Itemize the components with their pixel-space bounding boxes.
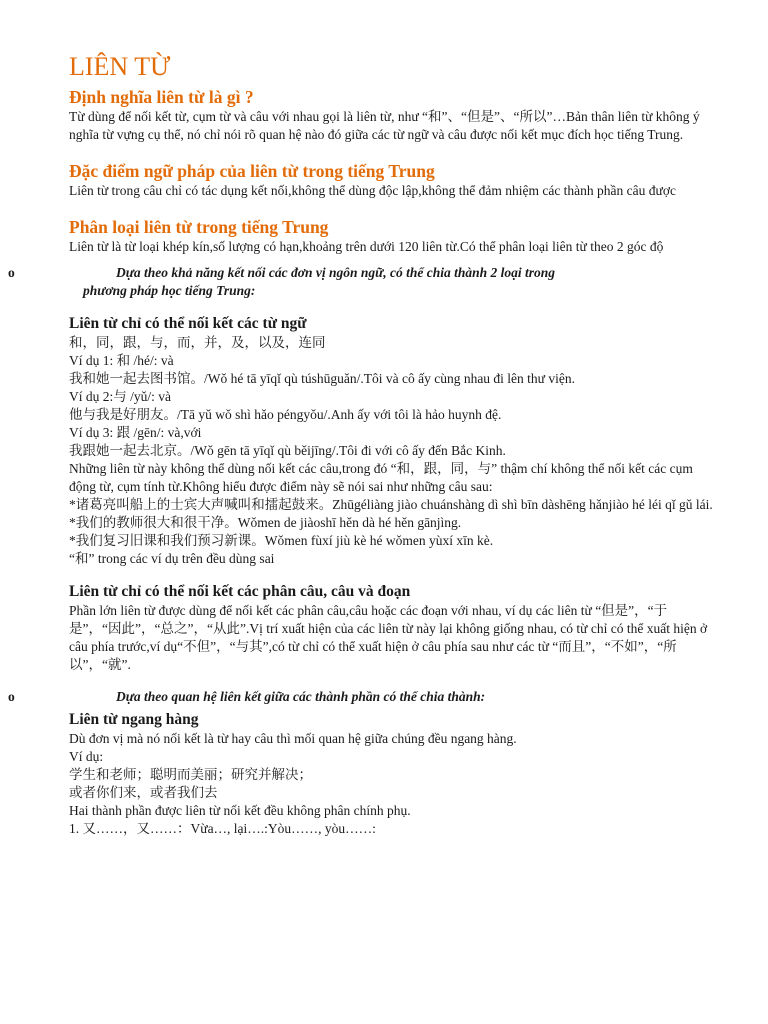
example-2-label: Ví dụ 2:与 /yǔ/: và [69, 389, 171, 404]
example-sentence: 或者你们来，或者我们去 [69, 785, 218, 801]
example-3-label: Ví dụ 3: 跟 /gēn/: và,với [69, 425, 202, 440]
bullet-marker: o [8, 689, 15, 704]
heading-coordinating-connectors: Liên từ ngang hàng [69, 711, 199, 728]
heading-clause-connectors: Liên từ chỉ có thể nối kết các phân câu, câu và đoạn [69, 583, 411, 600]
example-1-sentence: 我和她一起去图书馆。/Wǒ hé tā yīqǐ qù túshūguǎn/.Tôi và cô ấy cùng nhau đi lên thư viện. [69, 371, 575, 386]
bullet-classification-1 [8, 264, 714, 300]
bullet-text: Dựa theo quan hệ liên kết giữa các thành phần có thể chia thành: [116, 689, 486, 704]
wrong-example-3: *我们复习旧课和我们预习新课。Wǒmen fùxí jiù kè hé wǒmen yùxí xīn kè. [69, 533, 494, 548]
pattern-1: 1. 又……，又……：Vừa…, lại….:Yòu……, yòu……: [69, 821, 376, 836]
example-1-label: Ví dụ 1: 和 /hé/: và [69, 353, 174, 368]
wrong-example-1: *诸葛亮叫船上的士宾大声喊叫和擂起鼓来。Zhūgéliàng jiào chuánshàng dì shì bīn dàshēng hǎnjiào hé léi qǐ gǔ lái. [69, 497, 713, 512]
bullet-text-line-2: phương pháp học tiếng Trung: [83, 283, 256, 298]
word-connector-list: 和，同，跟，与，而，并，及，以及，连同 [69, 335, 326, 351]
paragraph-clause-connectors: Phần lớn liên từ được dùng để nối kết các phân câu,câu hoặc các đoạn với nhau, ví dụ các liên từ “但是”，“于是”，“因此”，“总之”，“从此”.Vị trí xuất hiện của các liên từ này lại không giống nhau, có từ chỉ có thể xuất hiện ở câu phía trước,ví dụ“不但”，“与其”,có từ chỉ có thể xuất hiện ở câu phía sau như các từ “而且”，“不如”，“所以”，“就”. [69, 603, 708, 672]
paragraph-grammar-features: Liên từ trong câu chỉ có tác dụng kết nối,không thể dùng độc lập,không thể đảm nhiệm các thành phần câu được [69, 183, 676, 198]
bullet-marker: o [8, 265, 15, 280]
document-title: LIÊN TỪ [69, 52, 171, 81]
bullet-classification-2 [8, 688, 714, 706]
example-2-sentence: 他与我是好朋友。/Tā yǔ wǒ shì hǎo péngyǒu/.Anh ấy với tôi là hảo huynh đệ. [69, 407, 502, 422]
bullet-text-line-1: Dựa theo khả năng kết nối các đơn vị ngôn ngữ, có thể chia thành 2 loại trong [116, 265, 555, 280]
paragraph-coordinating-connectors: Dù đơn vị mà nó nối kết là từ hay câu thì mối quan hệ giữa chúng đều ngang hàng. [69, 731, 517, 746]
heading-classification: Phân loại liên từ trong tiếng Trung [69, 217, 329, 237]
wrong-example-note: “和” trong các ví dụ trên đều dùng sai [69, 551, 275, 566]
wrong-example-2: *我们的教师很大和很干净。Wǒmen de jiàoshī hěn dà hé hěn gānjìng. [69, 515, 462, 530]
paragraph-classification: Liên từ là từ loại khép kín,số lượng có hạn,khoảng trên dưới 120 liên từ.Có thể phân loại liên từ theo 2 góc độ [69, 239, 664, 254]
heading-grammar-features: Đặc điểm ngữ pháp của liên từ trong tiếng Trung [69, 161, 435, 181]
paragraph-word-connector-note: Những liên từ này không thể dùng nối kết các câu,trong đó “和，跟，同，与” thậm chí không thể nối kết các cụm động từ, cụm tính từ.Không hiểu được điểm này sẽ nói sai như những câu sau: [69, 461, 693, 494]
example-3-sentence: 我跟她一起去北京。/Wǒ gēn tā yīqǐ qù běijīng/.Tôi đi với cô ấy đến Bắc Kinh. [69, 443, 506, 458]
example-label: Ví dụ: [69, 749, 104, 764]
heading-definition: Định nghĩa liên từ là gì ? [69, 87, 254, 107]
example-phrases: 学生和老师；聪明而美丽；研究并解决； [69, 767, 312, 783]
coordinating-note: Hai thành phần được liên từ nối kết đều không phân chính phụ. [69, 803, 411, 818]
heading-word-connectors: Liên từ chỉ có thể nối kết các từ ngữ [69, 315, 307, 332]
paragraph-definition: Từ dùng để nối kết từ, cụm từ và câu với nhau gọi là liên từ, như “和”、“但是”、“所以”…Bản thân liên từ không ý nghĩa từ vựng cụ thể, nó chỉ nói rõ quan hệ nào đó giữa các từ ngữ và câu được nối kết mục đích học tiếng Trung. [69, 109, 700, 142]
